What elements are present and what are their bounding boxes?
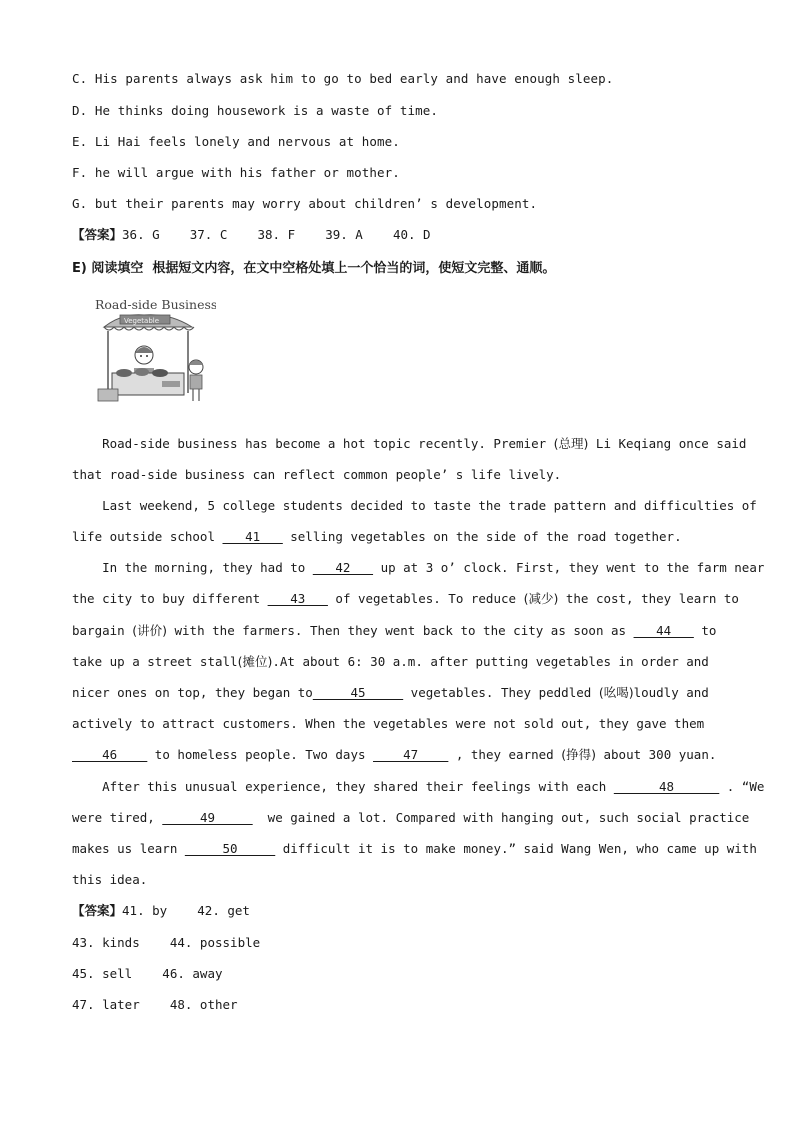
illustration-caption: Road-side Business (95, 297, 216, 312)
blank-42: ___42___ (312, 560, 374, 575)
option-d: D. He thinks doing housework is a waste of time. (72, 103, 439, 118)
blank-44: ___44___ (633, 623, 694, 638)
passage-line-6: the city to buy different ___43___ of vegetables. To reduce (减少) the cost, they learn to (72, 591, 739, 606)
answer-key-36-40 (72, 225, 431, 243)
passage-line-2: that road-side business can reflect common people’ s life lively. (72, 467, 562, 482)
passage-line-3: Last weekend, 5 college students decided to taste the trade pattern and difficulties of (72, 498, 757, 513)
passage-line-8: take up a street stall(摊位).At about 6: 30 a.m. after putting vegetables in order and (72, 654, 709, 669)
answer-key-41-42: 【答案】41. by 42. get (72, 903, 250, 918)
blank-41: ___41___ (222, 529, 283, 544)
answer-label: 【答案】 (72, 227, 123, 242)
answer-label: 【答案】 (72, 903, 123, 918)
option-g: G. but their parents may worry about children’ s development. (72, 196, 538, 211)
stall-drawing (92, 293, 216, 409)
answer-key-45-46: 45. sell 46. away (72, 966, 223, 981)
passage-line-1: Road-side business has become a hot topic recently. Premier (总理) Li Keqiang once said (72, 436, 747, 451)
passage-line-4: life outside school ___41___ selling vegetables on the side of the road together. (72, 529, 682, 544)
option-e: E. Li Hai feels lonely and nervous at home. (72, 134, 400, 149)
blank-45: _____45_____ (312, 685, 404, 700)
answer-key-43-44: 43. kinds 44. possible (72, 935, 261, 950)
passage-line-9: nicer ones on top, they began to_____45_____ vegetables. They peddled (吆喝)loudly and (72, 685, 709, 700)
passage-line-7: bargain (讲价) with the farmers. Then they went back to the city as soon as ___44___ to (72, 623, 717, 638)
road-side-business-illustration (92, 293, 216, 409)
blank-48: ______48______ (613, 779, 720, 794)
blank-49: _____49_____ (162, 810, 253, 825)
passage-line-11: ____46____ to homeless people. Two days ____47____ , they earned (挣得) about 300 yuan. (72, 747, 717, 762)
passage-line-13: were tired, _____49_____ we gained a lot. Compared with hanging out, such social practice (72, 810, 750, 825)
blank-46: ____46____ (72, 747, 148, 762)
passage-line-15: this idea. (72, 872, 148, 887)
answer-key-47-48: 47. later 48. other (72, 997, 238, 1012)
blank-50: _____50_____ (184, 841, 276, 856)
passage-line-12: After this unusual experience, they shared their feelings with each ______48______ . “We (72, 779, 765, 794)
passage-line-10: actively to attract customers. When the vegetables were not sold out, they gave them (72, 716, 705, 731)
option-c: C. His parents always ask him to go to bed early and have enough sleep. (72, 71, 614, 86)
section-heading: E) 阅读填空 根据短文内容，在文中空格处填上一个恰当的词，使短文完整、通顺。 (72, 261, 556, 276)
blank-43: ___43___ (267, 591, 328, 606)
passage-line-14: makes us learn _____50_____ difficult it is to make money.” said Wang Wen, who came up with (72, 841, 757, 856)
stall-sign: Vegetable (124, 317, 160, 325)
blank-47: ____47____ (373, 747, 449, 762)
option-f: F. he will argue with his father or mother. (72, 165, 400, 180)
passage-line-5: In the morning, they had to ___42___ up at 3 o’ clock. First, they went to the farm near (72, 560, 765, 575)
answer-text: 36. G 37. C 38. F 39. A 40. D (122, 227, 431, 242)
